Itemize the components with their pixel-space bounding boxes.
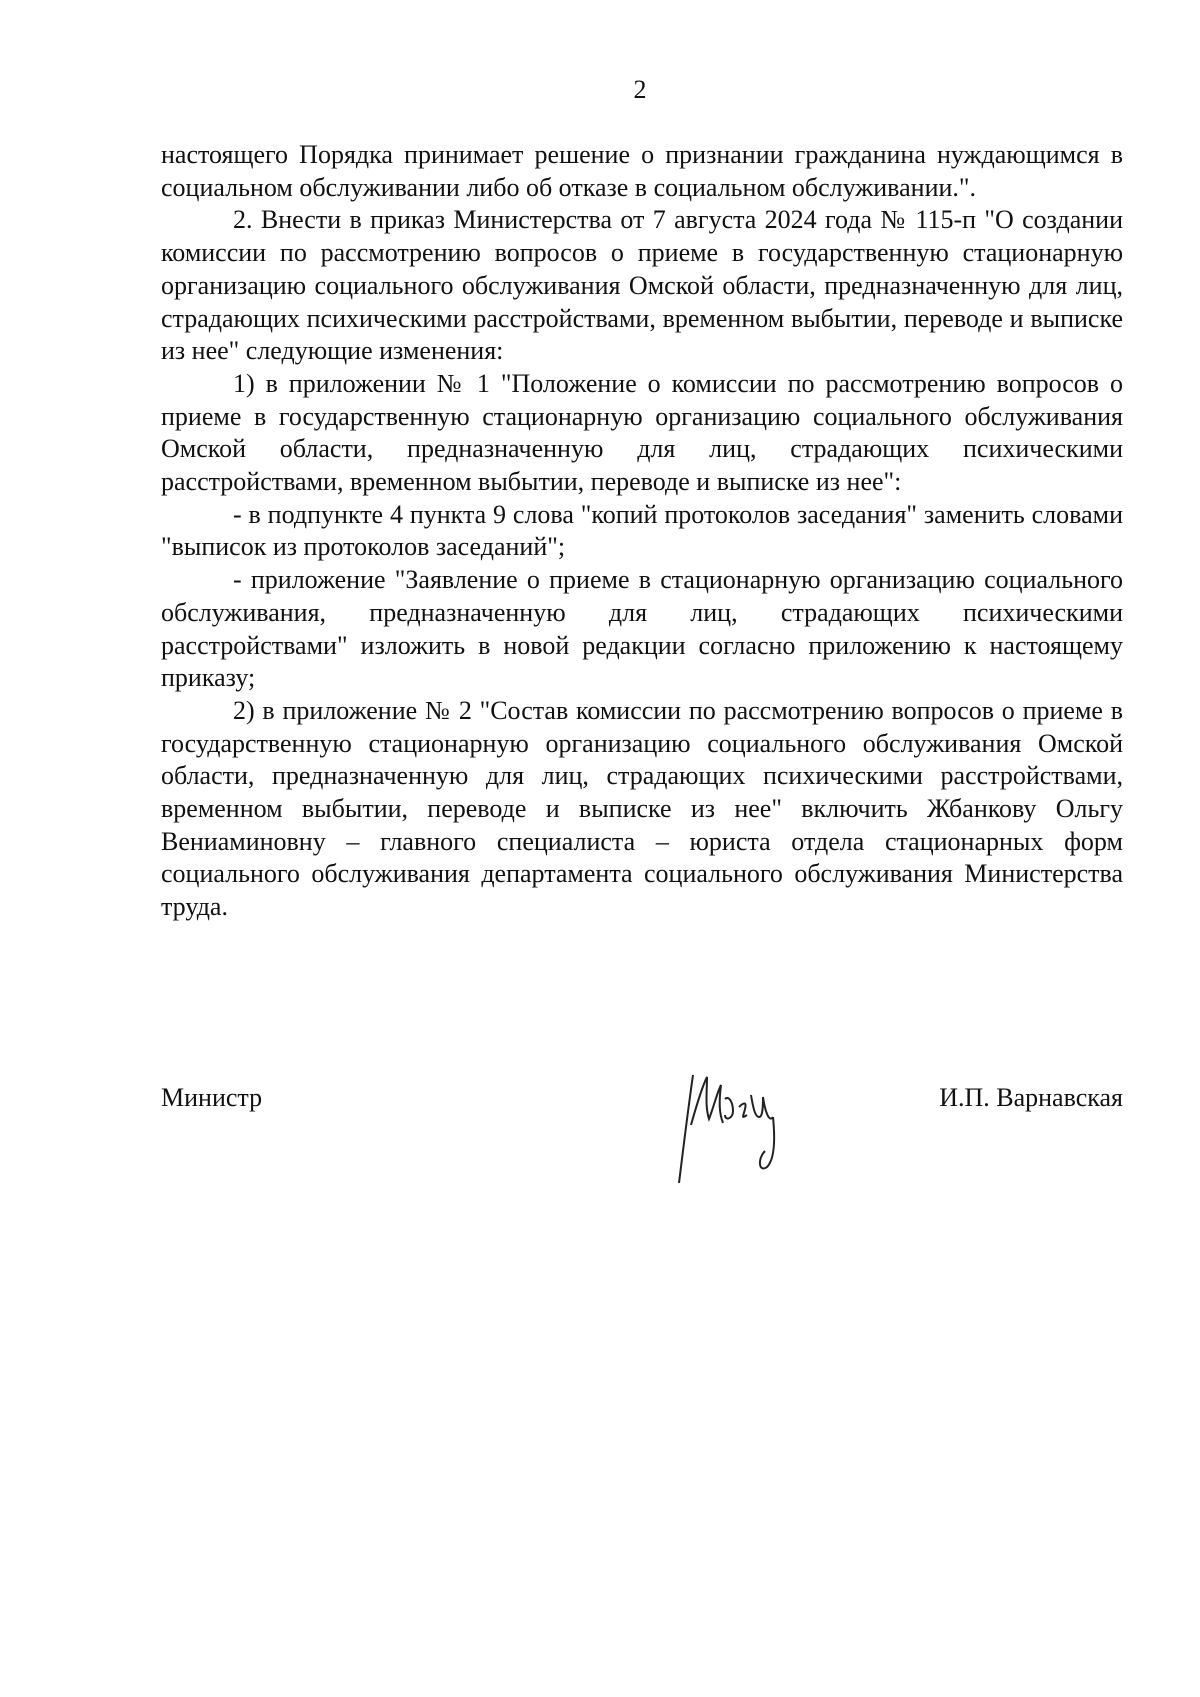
document-body xyxy=(161,139,1123,924)
signature-block xyxy=(161,1055,1123,1205)
handwritten-signature xyxy=(651,1055,831,1205)
page-number: 2 xyxy=(633,75,647,104)
position-title: Министр xyxy=(161,1083,263,1112)
paragraph-item-2: 2. Внести в приказ Министерства от 7 августа 2024 года № 115-п "О создании комиссии по рассмотрению вопросов о приеме в государственную стационарную организацию социального обслуживания Омской области, предназначенную для лиц, страдающих психическими расстройствами, временном выбытии, переводе и выписке из нее" следующие изменения: xyxy=(161,205,1123,366)
paragraph-dash-1: - в подпункте 4 пункта 9 слова "копий протоколов заседания" заменить словами "выписок из протоколов заседаний"; xyxy=(161,499,1123,562)
signer-name: И.П. Варнавская xyxy=(939,1083,1123,1112)
paragraph-subitem-1: 1) в приложении № 1 "Положение о комиссии по рассмотрению вопросов о приеме в государственную стационарную организацию социального обслуживания Омской области, предназначенную для лиц, страдающих психическими расстройствами, временном выбытии, переводе и выписке из нее": xyxy=(161,368,1123,497)
paragraph-continuation: настоящего Порядка принимает решение о признании гражданина нуждающимся в социальном обслуживании либо об отказе в социальном обслуживании.". xyxy=(161,140,1123,202)
paragraph-subitem-2: 2) в приложение № 2 "Состав комиссии по рассмотрению вопросов о приеме в государственную стационарную организацию социального обслуживания Омской области, предназначенную для лиц, страдающих психическими расстройствами, временном выбытии, переводе и выписке из нее" включить Жбанкову Ольгу Вениаминовну – главного специалиста – юриста отдела стационарных форм социального обслуживания департамента социального обслуживания Министерства труда. xyxy=(161,695,1123,922)
paragraph-dash-2: - приложение "Заявление о приеме в стационарную организацию социального обслуживания, предназначенную для лиц, страдающих психическими расстройствами" изложить в новой редакции согласно приложению к настоящему приказу; xyxy=(161,565,1123,693)
